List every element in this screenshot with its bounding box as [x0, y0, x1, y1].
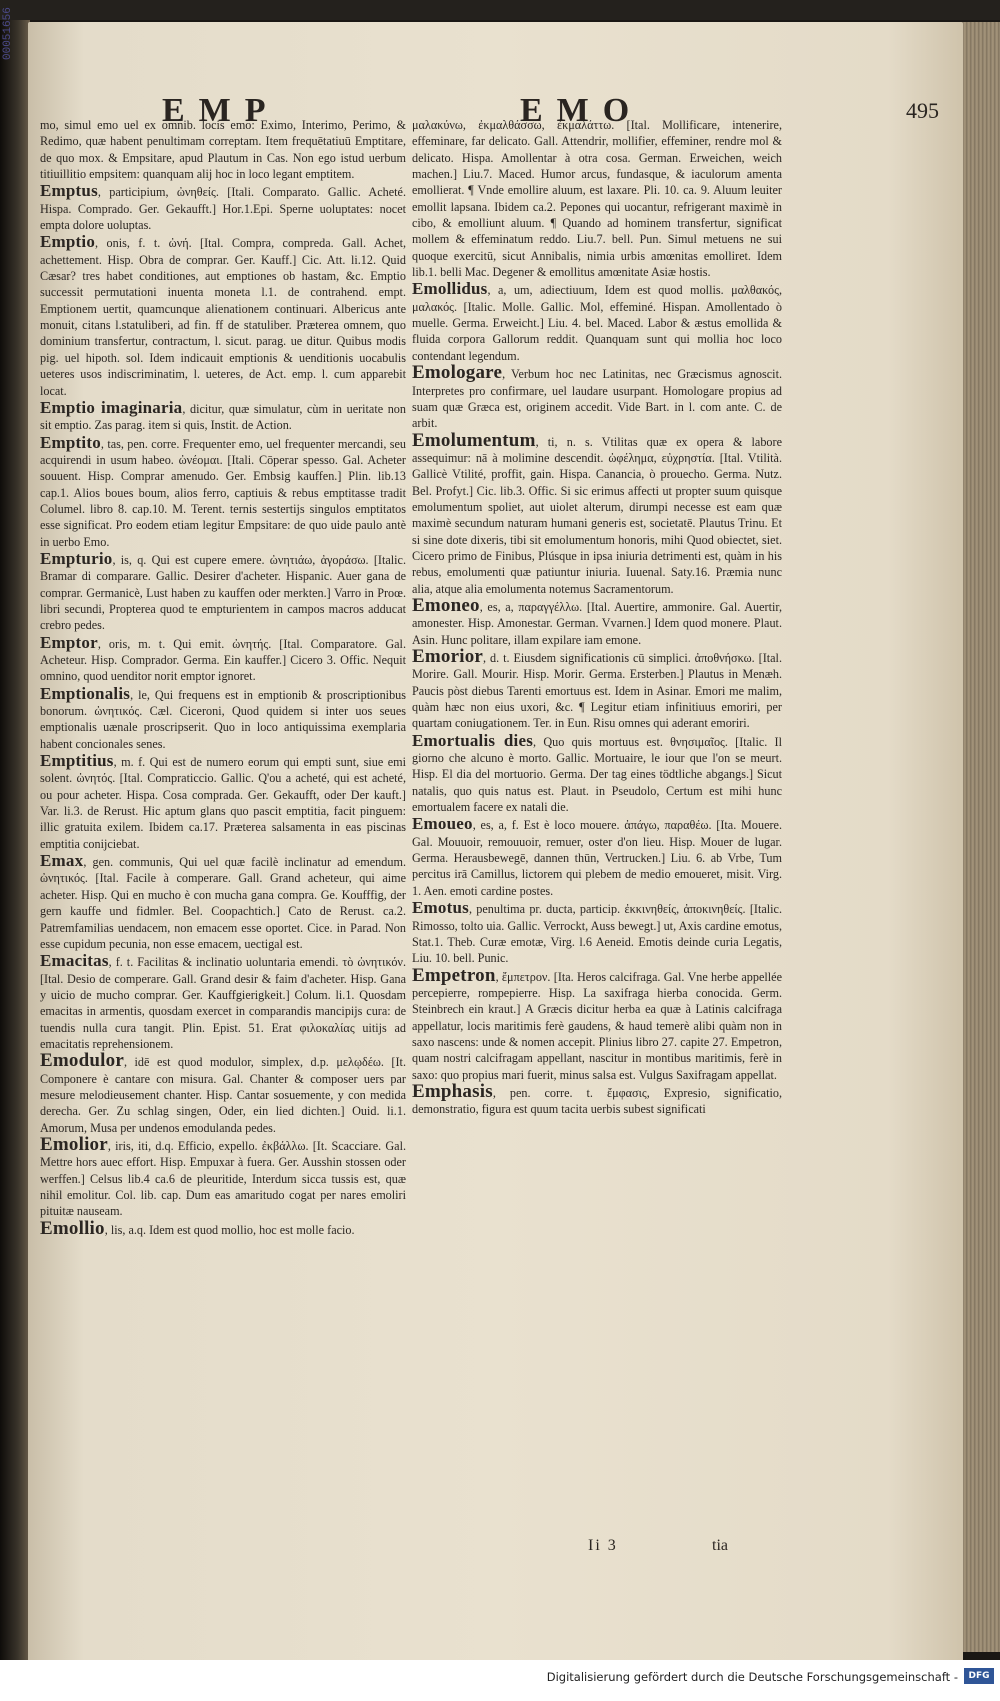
running-head-left: EMP [162, 92, 280, 129]
catchword: tia [712, 1537, 728, 1554]
entry-lemma: Emollio [40, 1217, 105, 1239]
entry-text: , le, Qui frequens est in emptionib & proscriptionibus bonorum. ὠνητικός. Cæl. Ciceroni, Quod quidem si inter uos seues emptionalis uænale proscripserit. Quo in loco antiquissima exemplaria habent concionales senes. [40, 687, 406, 751]
entry-text: , participium, ὠνηθείς. [Itali. Comparato. Gallic. Acheté. Hispa. Comprado. Ger. Gekaufft.] Hor.1.Epi. Sperne uoluptates: nocet empta dolore uoluptas. [40, 185, 406, 233]
entry-text: , lis, a.q. Idem est quod mollio, hoc est molle facio. [104, 1222, 355, 1237]
dictionary-entry [412, 646, 782, 732]
entry-text: mo, simul emo uel ex omnib. locis emo: Eximo, Interimo, Perimo, & Redimo, quæ habent penultimam correptam. Item frequētatiuū Emptitare, de quo mox. & Empsitare, apud Plautum in Cas. Non ego istud uerbum titiuillitio empsitem: quanquam alij hoc in loco legant emptitem. [40, 118, 406, 182]
dictionary-entry [40, 753, 406, 852]
entry-lemma: Emorior [412, 646, 484, 667]
entry-lemma: Emptus [40, 181, 98, 201]
entry-text: , f. t. Facilitas & inclinatio uoluntaria emendi. τὸ ὠνητικόν. [Ital. Desio de comperare. Gall. Grand desir & faim d'acheter. Hisp. Gana y uicio de mucho comprar. Ger. Kauffgierigkeit.] Colum. li.1. Quosdam emacitas in armentis, quosdam exercet in comparandis mancipijs cura: de tuendis nulla cura tangit. Plin. Epist. 51. Erat φιλοκαλίας uitijs ad emacitatis reprehensionem. [40, 955, 406, 1051]
dictionary-entry [40, 234, 406, 398]
dictionary-entry [412, 964, 782, 1083]
entry-lemma: Emptito [40, 432, 101, 452]
dictionary-entry [40, 183, 406, 233]
entry-lemma: Emptitius [40, 751, 114, 771]
entry-lemma: Emptionalis [40, 683, 131, 703]
entry-text: , es, a, f. Est è loco mouere. ἀπάγω, παραθέω. [Ita. Mouere. Gal. Mouuoir, remouuoir, remuer, oster d'on lieu. Hisp. Mouer de lugar. Germa. Herausbewegē, dannen thūn, Vertrucken.] Liu. 6. ab Vrbe, Tum percitus irā Camillus, lictorem qui plebem de medio emoueret, misit. Virg. 1. Aen. emoti cardine postes. [412, 818, 782, 898]
entry-lemma: Emptio imaginaria [40, 397, 183, 417]
entry-lemma: Emacitas [40, 951, 109, 971]
entry-lemma: Emoueo [412, 814, 473, 834]
entry-text: , Quo quis mortuus est. θνησιμαῖος. [Italic. Il giorno che alcuno è morto. Gallic. Mortuaire, le iour que l'on se meurt. Hisp. El dia del mortuorio. Germa. Der tag eines tödtliche abgangs.] Sicut natalis, quo quis natus est. Plaut. in Pseudolo, Certum est mihi hunc emortualem facere ex natali die. [412, 734, 783, 815]
dictionary-entry [412, 730, 783, 816]
entry-text: , pen. corre. t. ἔμφασις, Expresio, significatio, demonstratio, figura est quum tacita uerbis subest significati [412, 1085, 782, 1117]
entry-lemma: Emolior [40, 1133, 108, 1155]
entry-lemma: Emax [40, 851, 84, 871]
dictionary-entry [40, 683, 406, 752]
dictionary-entry [40, 632, 406, 685]
entry-lemma: Emollidus [412, 279, 488, 299]
scan-top-strip [0, 0, 1000, 20]
entry-text: , gen. communis, Qui uel quæ facilè inclinatur ad emendum. ὠνητικός. [Ital. Facile à comperare. Gall. Grand acheteur, qui aime acheter. Hisp. Qui en mucho è con mucha gana compra. Ge. Koufffig, der gern kauffe und fidmler. Bel. Coopachtich.] Cato de Rerust. ca.2. Patremfamilias uendacem, non emacem esse oportet. Cice. in Parad. Non esse cupidum pecunia, non esse emacem, uectigal est. [40, 855, 406, 951]
dictionary-entry [40, 116, 406, 182]
entry-text: , m. f. Qui est de numero eorum qui empti sunt, siue emi solent. ὠνητός. [Ital. Compraticcio. Gallic. Q'ou a acheté, qui est acheté, ou pour acheter. Hispa. Cosa comprada. Ger. Gekaufft, oder Der kauft.] Var. li.3. de Rerust. Hic aptum glans quo pascit emptitia, facit pinguem: illic gratuita exilem. Ibidem ca.17. Præterea salsamenta in eas piscinas emptitia conijciebat. [40, 755, 406, 851]
entry-text: , penultima pr. ducta, particip. ἐκκινηθείς, ἀποκινηθείς. [Italic. Rimosso, tolto uia. Gallic. Verrockt, Auss bewegt.] ut, Axis cardine emotus, Stat.1. Theb. Curæ emotæ, Virg. l.6 Aeneid. Emotis deinde curia Legatis, Liu. 10. bell. Punic. [412, 902, 782, 966]
entry-text: μαλακύνω, ἐκμαλθάσσω, ἐκμαλάττω. [Ital. Mollificare, intenerire, effeminare, far delicato. Gall. Attendrir, mollifier, effeminer, rendre mol & delicato. Hispa. Amollentar à otra cosa. German. Erweichen, weich machen.] Liu.7. Maced. Humor arcus, fundasque, & iaculorum amenta emollierat. ¶ Vnde emollire aluum, est laxare. Pli. 10. ca. 9. Aluum leuiter emollit lapsana. Ibidem ca.2. Pepones qui uocantur, refrigerant maximè in cibo, & emolliunt aluum. ¶ Quando ad hominem transfertur, significat mollem & effeminatum reddo. Liu.7. bell. Pun. Simul metuens ne sui quoque exercitū, sicut Annibalis, nimia urbis amœnitas emolliret. Idem lib.1. belli Mac. Degener & emollitus amœnitate Asiæ hostis. [412, 118, 782, 280]
page-number: 495 [906, 98, 939, 123]
dictionary-entry [412, 281, 782, 364]
dictionary-entry [40, 1133, 406, 1220]
dictionary-entry [40, 953, 406, 1052]
entry-text: , es, a, παραγγέλλω. [Ital. Auertire, ammonire. Gal. Auertir, amonester. Hisp. Amonestar. German. Vvarnen.] Idem quod monere. Plaut. Asin. Hunc politare, illam expilare iam emone. [412, 599, 782, 647]
dictionary-entry [412, 900, 782, 966]
entry-text: , a, um, adiectiuum, Idem est quod mollis. μαλθακός, μαλακός. [Italic. Molle. Gallic. Mol, effeminé. Hispan. Amollentado ò muelle. Germa. Erweicht.] Liu. 4. bel. Maced. Labor & æstus emollida & fluida corpora Gallorum reddit. Quanquam sunt qui mollia hoc loco contendant legendum. [412, 283, 782, 363]
dictionary-entry [412, 429, 782, 597]
entry-lemma: Emphasis [412, 1080, 493, 1102]
entry-lemma: Empetron [412, 964, 496, 986]
entry-lemma: Emolumentum [412, 429, 536, 451]
entry-lemma: Emoneo [412, 594, 480, 616]
entry-lemma: Emptor [40, 632, 98, 652]
entry-text: , ti, n. s. Vtilitas quæ ex opera & labore assequimur: nā à molimine descendit. ὠφέλημα, εὐχρηστία. [Ital. Vtilità. Gallicè Vtilité, proffit, gain. Hispa. Canancia, ò prouecho. Germa. Nutz. Bel. Profyt.] Cic. lib.3. Offic. Si sic erimus affecti ut propter suum quisque emolumentum spoliet, aut uiolet alterum, dirumpi necesse est eam quæ maximè secundum naturam humani generis est, societatē. Plautus Trinu. Et si sine dote dixeris, tibi sit emolumentum honoris, mihi Quod obiectet, siet. Cicero primo de Finibus, Plúsque in ipsa iniuria detrimenti est, quàm in his rebus, emolumenti quæ patiuntur iniuria. Iuuenal. Saty.16. Præmia nunc alia, atque alia emolumenta notemus Sacramentorum. [412, 434, 782, 596]
book-spine [0, 20, 30, 1660]
entry-lemma: Empturio [40, 548, 113, 568]
dictionary-entry [40, 397, 406, 434]
entry-text: , tas, pen. corre. Frequenter emo, uel frequenter mercandi, seu acquirendi in usum habeo. ὠνέομαι. [Itali. Cōperar spesso. Gal. Acheter souuent. Hisp. Comprar amenudo. Ger. Embsig kauffen.] Plin. lib.13 cap.1. Alios boues boum, alios ferro, captiuis & rebus emptitasse tradit Columel. libro 8. cap.10. M. Terent. ternis sestertijs singulos emptitatos esse significat. Pro eodem etiam legitur Empsitare: de quo uide paulo antè in uerbo Emo. [40, 436, 406, 549]
digitization-credit: Digitalisierung gefördert durch die Deutsche Forschungsgemeinschaft - [546, 1670, 958, 1684]
dictionary-entry [40, 853, 406, 952]
entry-text: , Verbum hoc nec Latinitas, nec Græcismus agnoscit. Interpretes pro confirmare, uel laudare usurpant. Homologare propius ad suam quæ Græca est, originem accedit. Vide Bart. in l. com ante. C. de arbit. [412, 367, 782, 431]
left-column [40, 116, 406, 1238]
entry-lemma: Emptio [40, 232, 96, 252]
dictionary-entry [412, 362, 782, 431]
dictionary-entry [412, 1080, 782, 1118]
entry-text: , is, q. Qui est cupere emere. ὠνητιάω, ἀγοράσω. [Italic. Bramar di comparare. Gallic. Desirer d'acheter. Hispanic. Auer gana de comprar. Germanicè, Lust haben zu kauffen oder merkten.] Varro in Proœ. libri secundi, Propterea quod te empturientem in campos macros adducat crebro pedes. [40, 552, 406, 633]
entry-text: , ἔμπετρον. [Ita. Heros calcifraga. Gal. Vne herbe appellée percepierre, rompepierre. Hisp. La saxifraga hierba conocida. Germ. Steinbrech ein kraut.] A Græcis dicitur herba ea quæ à Latinis calcifraga appellatur, locis maritimis ferè gaudens, & haud temerè alibi quàm non in saxo nascens: unde & nomen accepit. Plinius libro 27. capite 27. Empetron, quam nostri calcifragam appellant, nascitur in montibus maritimis, ferè in saxo: quo propius mari fuerit, minus salsa est. Vulgus Saxifragam appellat. [412, 969, 782, 1082]
entry-lemma: Emodulor [40, 1050, 124, 1072]
dictionary-entry [40, 432, 406, 550]
entry-text: , onis, f. t. ὠνή. [Ital. Compra, compreda. Gall. Achet, achettement. Hisp. Obra de comprar. Ger. Kauff.] Cic. Att. li.12. Quid Cæsar? tres habet conditiones, aut emptiones ob hastam, &c. Emptio successit permutationi inuenta moneta l.1. de contrahend. empt. Emptionem uertit, quamcunque alienationem continuari. Albericus ante monuit, citans l.statuliberi, ad fin. ff de statuliber. Præterea omnem, quo dominium transfertur, contractum, l. sicut. parag. ue ditur. Quibus modis pig. uel hipoth. sol. Idem indicauit emptionis & uenditionis uocabulis ueteres usos indiscriminatim, l. ueteres, de Act. emp. l. cum apparebit locat. [40, 236, 406, 398]
dfg-logo: DFG [964, 1668, 994, 1684]
signature-mark: Ii 3 [588, 1537, 618, 1554]
scan-page-id: 00051656 [2, 7, 14, 60]
dictionary-entry [40, 548, 406, 634]
dictionary-entry [412, 594, 782, 648]
entry-text: , d. t. Eiusdem significationis cū simplici. ἀποθνήσκω. [Ital. Morire. Gall. Mourir. Hisp. Morir. Germa. Ersterben.] Plautus in Menæh. Paucis pòst diebus Tarenti emortuus est. Idem in Asinar. Emori me malim, quàm hæc non eius uxori, &c. ¶ Legitur etiam infinitiuus emoriri, per quartam coniugationem. Ter. in Eun. Risu omnes qui aderant emoriri. [412, 651, 782, 731]
entry-text: , dicitur, quæ simulatur, cùm in ueritate non sit emptio. Zas parag. item si quis, Instit. de Action. [40, 401, 406, 433]
dictionary-entry [40, 1050, 406, 1136]
entry-lemma: Emologare [412, 362, 503, 384]
right-column [412, 116, 782, 1118]
entry-text: , oris, m. t. Qui emit. ὠνητής. [Ital. Comparatore. Gal. Acheteur. Hisp. Comprador. Germa. Ein kauffer.] Cicero 3. Offic. Nequit omnino, quod uenditor norit emptor ignoret. [40, 636, 406, 684]
dictionary-entry [412, 816, 782, 899]
entry-lemma: Emotus [412, 898, 469, 918]
running-head-right: EMO [520, 92, 644, 129]
entry-text: , iris, iti, d.q. Efficio, expello. ἐκβάλλω. [It. Scacciare. Gal. Mettre hors auec effort. Hisp. Empuxar à fuera. Ger. Ausshin stossen oder werffen.] Celsus lib.4 ca.6 de pleuritide, Interdum sicca tussis est, quæ nihil emolitur. Col. lib. cap. Dum eas amaritudo cogat per nares emoliri pituitæ nauseam. [40, 1138, 406, 1219]
entry-lemma: Emortualis dies [412, 730, 534, 750]
entry-text: , idē est quod modulor, simplex, d.p. μελῳδέω. [It. Componere è cantare con misura. Gal. Chanter & composer uers par mesure melodieusement chanter. Hisp. Cantar sosuemente, y con medida derecha. Ger. Zu schlag singen, Oder, ein lied dichten.] Ouid. li.1. Amorum, Musa per undenos emodulanda pedes. [40, 1055, 406, 1135]
dictionary-entry [40, 1217, 406, 1239]
dictionary-entry [412, 116, 782, 280]
